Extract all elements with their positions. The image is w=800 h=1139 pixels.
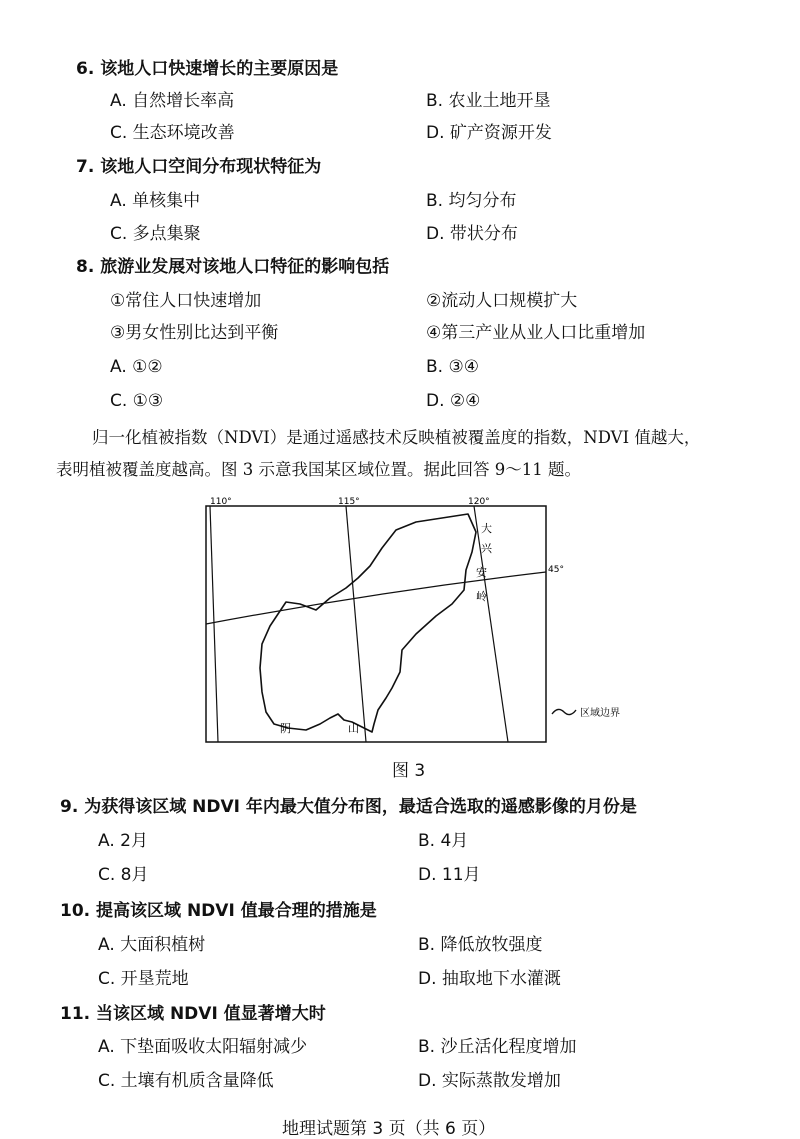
q8-statement-4: ④第三产业从业人口比重增加	[426, 323, 646, 343]
q10-option-a: A. 大面积植树	[98, 935, 206, 955]
q9-option-b: B. 4月	[418, 831, 469, 851]
q7-option-c: C. 多点集聚	[110, 224, 201, 244]
label-xing: 兴	[481, 542, 492, 555]
q9-stem: 9. 为获得该区域 NDVI 年内最大值分布图，最适合选取的遥感影像的月份是	[60, 797, 637, 817]
region-boundary	[260, 514, 476, 732]
region-map	[196, 492, 676, 752]
figure-caption: 图 3	[392, 761, 426, 781]
label-lat-45: 45°	[548, 565, 564, 575]
label-da: 大	[481, 522, 492, 535]
q11-option-b: B. 沙丘活化程度增加	[418, 1037, 577, 1057]
label-shan: 山	[348, 722, 359, 735]
q9-option-d: D. 11月	[418, 865, 481, 885]
label-ling: 岭	[476, 590, 487, 603]
q11-option-c: C. 土壤有机质含量降低	[98, 1071, 274, 1091]
q6-option-a: A. 自然增长率高	[110, 91, 235, 111]
q11-option-d: D. 实际蒸散发增加	[418, 1071, 561, 1091]
label-lon-110: 110°	[210, 497, 232, 507]
q8-option-d: D. ②④	[426, 391, 481, 411]
q11-option-a: A. 下垫面吸收太阳辐射减少	[98, 1037, 308, 1057]
q6-option-d: D. 矿产资源开发	[426, 123, 552, 143]
legend-boundary-icon	[552, 709, 576, 714]
q8-option-c: C. ①③	[110, 391, 164, 411]
q7-stem: 7. 该地人口空间分布现状特征为	[76, 157, 322, 177]
q7-option-d: D. 带状分布	[426, 224, 518, 244]
parallel-45	[206, 572, 546, 624]
legend-label: 区域边界	[580, 708, 620, 719]
q11-stem: 11. 当该区域 NDVI 值显著增大时	[60, 1004, 326, 1024]
q9-option-a: A. 2月	[98, 831, 148, 851]
q7-option-b: B. 均匀分布	[426, 191, 517, 211]
q7-option-a: A. 单核集中	[110, 191, 201, 211]
q8-statement-1: ①常住人口快速增加	[110, 291, 262, 311]
passage-line-2: 表明植被覆盖度越高。图 3 示意我国某区域位置。据此回答 9～11 题。	[56, 460, 581, 479]
q8-statement-3: ③男女性别比达到平衡	[110, 323, 279, 343]
label-yin: 阴	[280, 722, 291, 735]
q6-stem: 6. 该地人口快速增长的主要原因是	[76, 59, 339, 79]
meridian-115	[346, 506, 366, 742]
page-footer: 地理试题第 3 页（共 6 页）	[282, 1119, 496, 1139]
q6-option-b: B. 农业土地开垦	[426, 91, 551, 111]
label-an: 安	[476, 566, 487, 579]
q8-stem: 8. 旅游业发展对该地人口特征的影响包括	[76, 257, 390, 277]
q10-stem: 10. 提高该区域 NDVI 值最合理的措施是	[60, 901, 377, 921]
map-frame	[206, 506, 546, 742]
q8-statement-2: ②流动人口规模扩大	[426, 291, 578, 311]
q8-option-b: B. ③④	[426, 357, 479, 377]
q6-option-c: C. 生态环境改善	[110, 123, 235, 143]
label-lon-120: 120°	[468, 497, 490, 507]
q10-option-c: C. 开垦荒地	[98, 969, 189, 989]
q9-option-c: C. 8月	[98, 865, 149, 885]
q10-option-b: B. 降低放牧强度	[418, 935, 543, 955]
q10-option-d: D. 抽取地下水灌溉	[418, 969, 561, 989]
passage-line-1: 归一化植被指数（NDVI）是通过遥感技术反映植被覆盖度的指数，NDVI 值越大，	[92, 428, 701, 447]
label-lon-115: 115°	[338, 497, 360, 507]
q8-option-a: A. ①②	[110, 357, 163, 377]
meridian-110	[210, 506, 218, 742]
